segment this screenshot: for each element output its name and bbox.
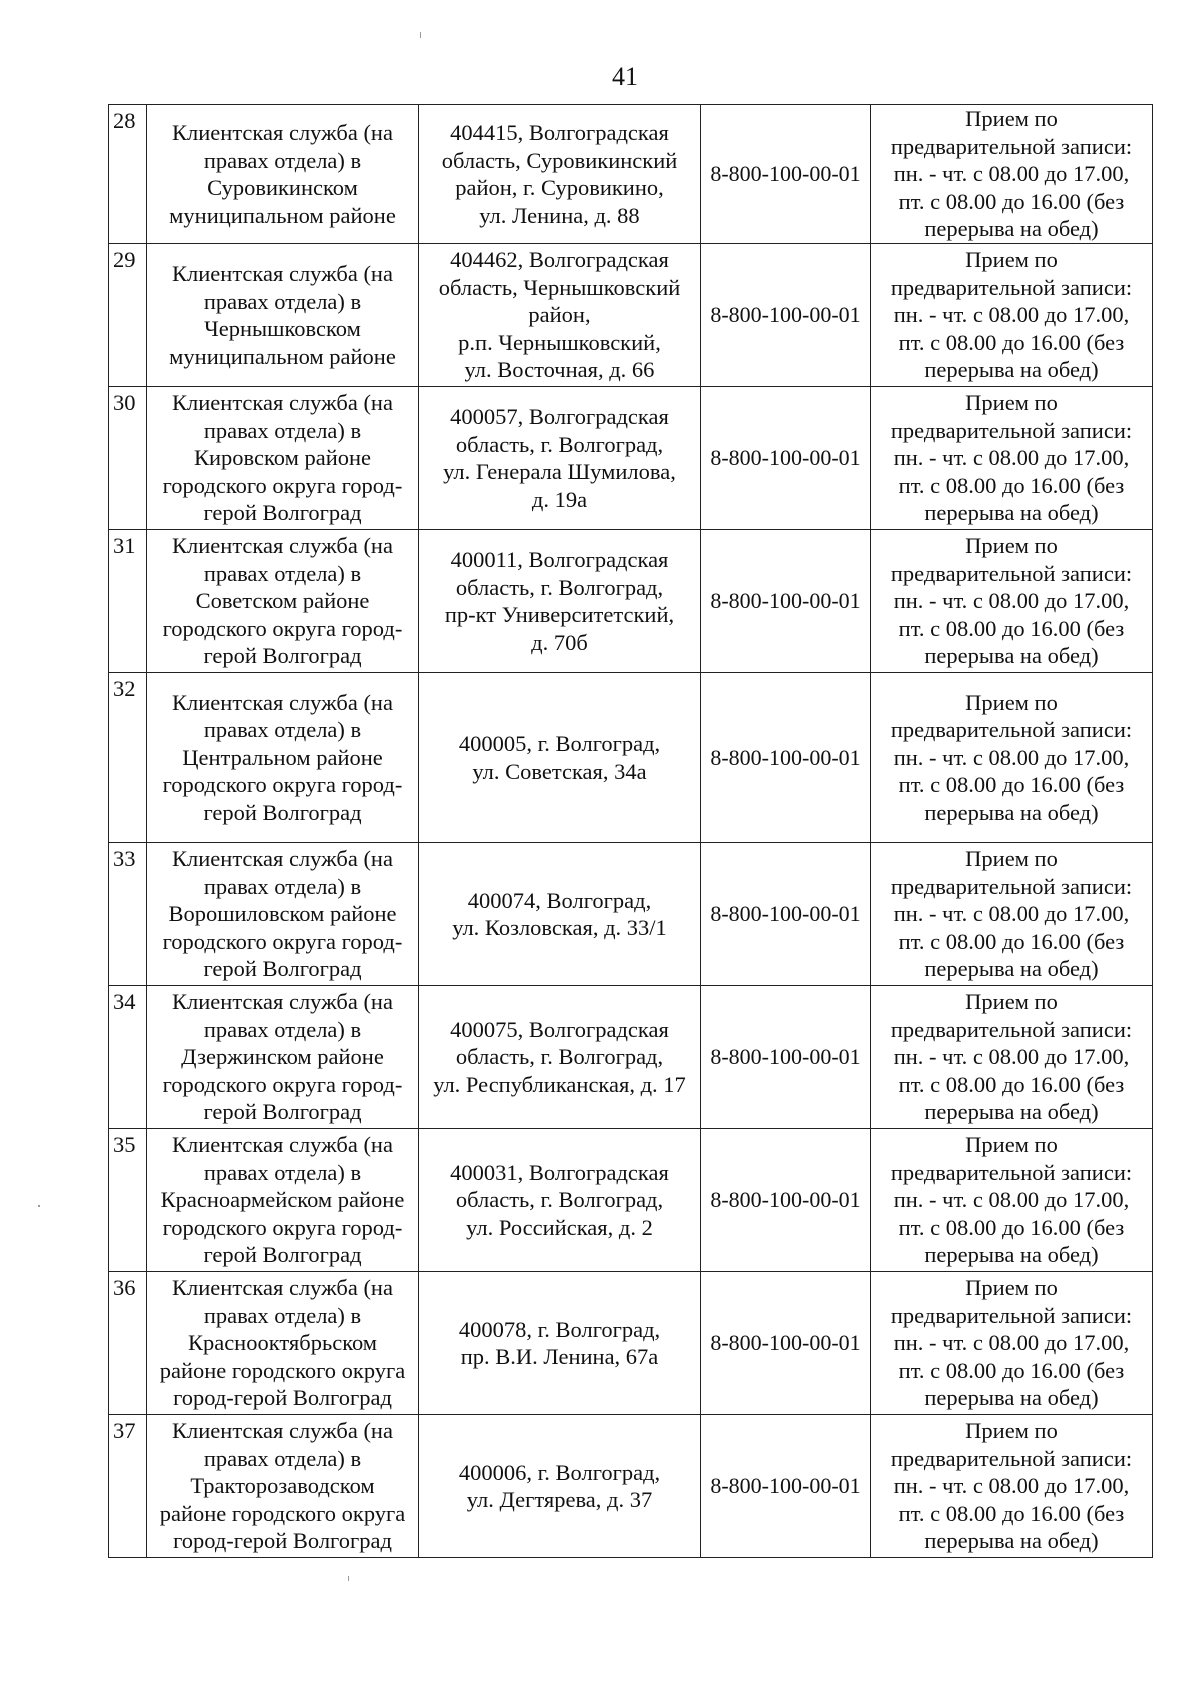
office-address-line: ул. Козловская, д. 33/1 (452, 915, 667, 940)
phone-number: 8-800-100-00-01 (701, 673, 871, 843)
working-hours-line: перерыва на обед) (924, 1385, 1099, 1411)
office-name-line: городского округа город- (162, 928, 403, 954)
table-row (109, 387, 1153, 530)
working-hours-line: Прием по (965, 1132, 1058, 1158)
phone-number: 8-800-100-00-01 (701, 1415, 871, 1558)
office-name-line: правах отдела) в (203, 873, 362, 899)
office-address-line: ул. Генерала Шумилова, (443, 459, 676, 484)
office-name-line: город-герой Волгоград (173, 1385, 392, 1411)
phone-number: 8-800-100-00-01 (701, 1129, 871, 1272)
working-hours-line: предварительной записи: (890, 133, 1133, 159)
working-hours-line: пт. с 08.00 до 16.00 (без (898, 1500, 1125, 1526)
office-address-line: область, Чернышковский (438, 274, 681, 300)
working-hours-line: Прием по (965, 989, 1058, 1015)
working-hours-line: пт. с 08.00 до 16.00 (без (898, 772, 1125, 798)
row-number: 33 (109, 843, 147, 986)
working-hours-line: пн. - чт. с 08.00 до 17.00, (893, 1330, 1130, 1356)
office-address-line: пр-кт Университетский, (444, 602, 675, 627)
office-name (147, 1129, 419, 1272)
office-address (419, 1272, 701, 1415)
office-name-line: город-герой Волгоград (173, 1528, 392, 1554)
office-name-line: Чернышковском (204, 316, 361, 341)
office-name-line: правах отдела) в (203, 717, 362, 743)
working-hours-line: пн. - чт. с 08.00 до 17.00, (893, 1187, 1130, 1213)
office-name-line: герой Волгоград (203, 643, 362, 669)
office-name-line: правах отдела) в (203, 1159, 362, 1185)
office-name-line: герой Волгоград (203, 956, 362, 982)
office-name-line: правах отдела) в (203, 147, 362, 173)
working-hours-line: пт. с 08.00 до 16.00 (без (898, 188, 1125, 214)
office-name-line: городского округа город- (162, 472, 403, 498)
working-hours (871, 244, 1153, 387)
working-hours-line: перерыва на обед) (924, 1242, 1099, 1268)
office-address-line: 404462, Волгоградская (450, 247, 669, 273)
working-hours-line: перерыва на обед) (924, 216, 1099, 242)
office-address-line: д. 19а (531, 486, 588, 512)
working-hours-line: перерыва на обед) (924, 956, 1099, 982)
client-services-table (108, 104, 1153, 1558)
office-address-line: ул. Восточная, д. 66 (464, 357, 655, 383)
table-row (109, 1272, 1153, 1415)
office-name-line: Краснооктябрьском (187, 1330, 378, 1356)
office-name-line: Клиентская служба (на (172, 689, 393, 715)
scan-speck (348, 1576, 349, 1581)
office-name-line: Ворошиловском районе (168, 901, 397, 927)
working-hours-line: пн. - чт. с 08.00 до 17.00, (893, 302, 1130, 328)
office-address (419, 530, 701, 673)
office-name-line: герой Волгоград (203, 1099, 362, 1125)
working-hours (871, 105, 1153, 244)
working-hours-line: пн. - чт. с 08.00 до 17.00, (893, 588, 1130, 614)
working-hours-line: пн. - чт. с 08.00 до 17.00, (893, 1473, 1130, 1499)
office-address-line: ул. Дегтярева, д. 37 (466, 1487, 653, 1512)
office-name-line: правах отдела) в (203, 560, 362, 586)
office-address-line: 400011, Волгоградская (450, 547, 669, 572)
working-hours-line: пт. с 08.00 до 16.00 (без (898, 1357, 1125, 1383)
office-address-line: д. 70б (531, 629, 588, 655)
office-address (419, 843, 701, 986)
row-number: 32 (109, 673, 147, 843)
office-name-line: герой Волгоград (203, 1242, 362, 1268)
phone-number: 8-800-100-00-01 (701, 387, 871, 530)
working-hours-line: пн. - чт. с 08.00 до 17.00, (893, 445, 1130, 471)
office-address-line: 400057, Волгоградская (450, 404, 669, 429)
phone-number: 8-800-100-00-01 (701, 530, 871, 673)
office-name-line: правах отдела) в (203, 1016, 362, 1042)
working-hours-line: Прием по (965, 390, 1058, 416)
office-address (419, 986, 701, 1129)
table-row (109, 673, 1153, 843)
office-name-line: районе городского округа (159, 1357, 406, 1383)
working-hours-line: предварительной записи: (890, 560, 1133, 586)
working-hours-line: пн. - чт. с 08.00 до 17.00, (893, 744, 1130, 770)
working-hours (871, 1129, 1153, 1272)
phone-number: 8-800-100-00-01 (701, 843, 871, 986)
office-name-line: правах отдела) в (203, 1302, 362, 1328)
working-hours-line: пт. с 08.00 до 16.00 (без (898, 1071, 1125, 1097)
working-hours-line: Прием по (965, 846, 1058, 872)
working-hours-line: предварительной записи: (890, 1302, 1133, 1328)
working-hours-line: перерыва на обед) (924, 1528, 1099, 1554)
table-row (109, 530, 1153, 673)
row-number: 35 (109, 1129, 147, 1272)
row-number: 31 (109, 530, 147, 673)
office-name (147, 244, 419, 387)
table-row (109, 105, 1153, 244)
phone-number: 8-800-100-00-01 (701, 1272, 871, 1415)
office-name-line: городского округа город- (162, 1071, 403, 1097)
office-address (419, 1415, 701, 1558)
office-name-line: муниципальном районе (169, 202, 396, 228)
office-name (147, 530, 419, 673)
working-hours-line: Прием по (965, 1275, 1058, 1301)
office-name (147, 673, 419, 843)
scan-speck (420, 32, 421, 38)
office-address-line: район, г. Суровикино, (455, 175, 664, 200)
page-number: 41 (612, 62, 638, 91)
office-name-line: городского округа город- (162, 1214, 403, 1240)
working-hours-line: перерыва на обед) (924, 500, 1099, 526)
office-name (147, 1415, 419, 1558)
office-name-line: Дзержинском районе (181, 1044, 384, 1070)
working-hours-line: перерыва на обед) (924, 357, 1099, 383)
working-hours-line: предварительной записи: (890, 873, 1133, 899)
working-hours (871, 673, 1153, 843)
working-hours (871, 843, 1153, 986)
working-hours-line: перерыва на обед) (924, 643, 1099, 669)
office-name-line: Советском районе (195, 588, 370, 614)
office-address-line: 404415, Волгоградская (450, 120, 669, 145)
office-address-line: ул. Ленина, д. 88 (479, 202, 640, 228)
office-address-line: район, (528, 302, 591, 328)
office-name-line: Клиентская служба (на (172, 989, 393, 1015)
office-name-line: городского округа город- (162, 772, 403, 798)
office-address (419, 244, 701, 387)
office-name (147, 1272, 419, 1415)
working-hours-line: предварительной записи: (890, 717, 1133, 743)
office-address-line: 400006, г. Волгоград, (458, 1459, 661, 1485)
office-address-line: 400074, Волгоград, (467, 887, 652, 913)
office-name-line: Клиентская служба (на (172, 120, 393, 145)
scan-speck (38, 1205, 40, 1207)
working-hours-line: Прием по (965, 1418, 1058, 1444)
working-hours-line: пт. с 08.00 до 16.00 (без (898, 1214, 1125, 1240)
office-name-line: герой Волгоград (203, 500, 362, 526)
working-hours-line: Прием по (965, 689, 1058, 715)
working-hours-line: перерыва на обед) (924, 1099, 1099, 1125)
office-name-line: правах отдела) в (203, 417, 362, 443)
office-address-line: пр. В.И. Ленина, 67а (460, 1344, 659, 1369)
office-address (419, 387, 701, 530)
row-number: 28 (109, 105, 147, 244)
office-address-line: 400075, Волгоградская (450, 1016, 669, 1042)
office-name-line: Центральном районе (182, 744, 383, 770)
phone-number: 8-800-100-00-01 (701, 105, 871, 244)
row-number: 36 (109, 1272, 147, 1415)
working-hours (871, 387, 1153, 530)
office-address-line: 400005, г. Волгоград, (458, 731, 661, 756)
row-number: 29 (109, 244, 147, 387)
office-name-line: Кировском районе (193, 445, 372, 471)
office-address-line: область, г. Волгоград, (455, 431, 664, 457)
working-hours-line: предварительной записи: (890, 1016, 1133, 1042)
working-hours (871, 1272, 1153, 1415)
working-hours-line: Прием по (965, 533, 1058, 559)
working-hours (871, 530, 1153, 673)
row-number: 30 (109, 387, 147, 530)
office-address-line: ул. Республиканская, д. 17 (433, 1071, 686, 1097)
office-address-line: область, г. Волгоград, (455, 1187, 664, 1213)
working-hours-line: предварительной записи: (890, 417, 1133, 443)
working-hours-line: пн. - чт. с 08.00 до 17.00, (893, 901, 1130, 927)
office-name (147, 105, 419, 244)
office-name-line: Клиентская служба (на (172, 261, 393, 286)
office-address-line: 400078, г. Волгоград, (458, 1316, 661, 1342)
working-hours-line: предварительной записи: (890, 274, 1133, 300)
office-address (419, 1129, 701, 1272)
working-hours-line: предварительной записи: (890, 1159, 1133, 1185)
office-name-line: районе городского округа (159, 1500, 406, 1526)
office-name (147, 986, 419, 1129)
working-hours-line: Прием по (965, 247, 1058, 273)
working-hours-line: пт. с 08.00 до 16.00 (без (898, 615, 1125, 641)
office-name-line: городского округа город- (162, 615, 403, 641)
phone-number: 8-800-100-00-01 (701, 986, 871, 1129)
working-hours-line: предварительной записи: (890, 1445, 1133, 1471)
table-body (109, 105, 1153, 1558)
office-address (419, 673, 701, 843)
office-name-line: герой Волгоград (203, 799, 362, 825)
table-row (109, 843, 1153, 986)
office-name-line: правах отдела) в (203, 288, 362, 314)
office-address-line: область, г. Волгоград, (455, 574, 664, 600)
office-address-line: р.п. Чернышковский, (458, 329, 661, 355)
table-row (109, 1415, 1153, 1558)
table-row (109, 244, 1153, 387)
office-address-line: область, г. Волгоград, (455, 1044, 664, 1070)
working-hours (871, 1415, 1153, 1558)
office-name-line: Клиентская служба (на (172, 1132, 393, 1158)
office-name-line: правах отдела) в (203, 1445, 362, 1471)
office-name-line: Клиентская служба (на (172, 390, 393, 416)
working-hours-line: пн. - чт. с 08.00 до 17.00, (893, 161, 1130, 187)
office-address-line: область, Суровикинский (441, 147, 678, 173)
office-name-line: Суровикинском (207, 175, 358, 200)
office-address-line: 400031, Волгоградская (450, 1159, 669, 1185)
table-row (109, 1129, 1153, 1272)
office-name-line: муниципальном районе (169, 343, 396, 369)
working-hours-line: Прием по (965, 106, 1058, 132)
working-hours-line: перерыва на обед) (924, 799, 1099, 825)
table-row (109, 986, 1153, 1129)
working-hours-line: пн. - чт. с 08.00 до 17.00, (893, 1044, 1130, 1070)
office-address-line: ул. Российская, д. 2 (466, 1214, 653, 1240)
working-hours (871, 986, 1153, 1129)
office-name-line: Тракторозаводском (190, 1473, 375, 1499)
office-name (147, 843, 419, 986)
office-name-line: Клиентская служба (на (172, 846, 393, 872)
office-name (147, 387, 419, 530)
row-number: 37 (109, 1415, 147, 1558)
row-number: 34 (109, 986, 147, 1129)
office-address-line: ул. Советская, 34а (472, 758, 647, 784)
office-name-line: Клиентская служба (на (172, 1418, 393, 1444)
office-name-line: Клиентская служба (на (172, 533, 393, 559)
office-name-line: Клиентская служба (на (172, 1275, 393, 1301)
working-hours-line: пт. с 08.00 до 16.00 (без (898, 472, 1125, 498)
office-address (419, 105, 701, 244)
office-name-line: Красноармейском районе (160, 1187, 405, 1213)
phone-number: 8-800-100-00-01 (701, 244, 871, 387)
working-hours-line: пт. с 08.00 до 16.00 (без (898, 928, 1125, 954)
working-hours-line: пт. с 08.00 до 16.00 (без (898, 329, 1125, 355)
